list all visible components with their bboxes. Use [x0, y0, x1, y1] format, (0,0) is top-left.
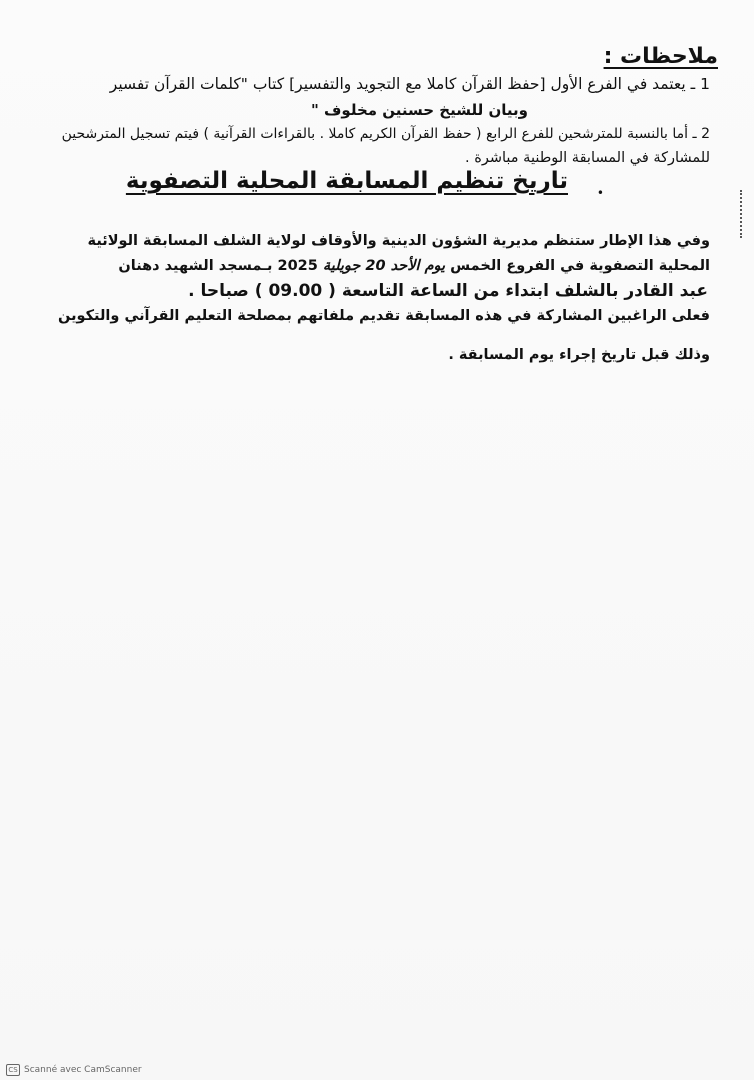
notes-title: ملاحظات :	[603, 44, 718, 69]
paragraph-line-4: فعلى الراغبين المشاركة في هذه المسابقة تقديم ملفاتهم بمصلحة التعليم القرآني والتكوين	[58, 308, 710, 324]
camscanner-icon: CS	[6, 1064, 20, 1076]
note-line-2: وبيان للشيخ حسنين مخلوف "	[310, 101, 528, 119]
paragraph-line-2-end: 2025 بـمسجد الشهيد دهنان	[118, 258, 318, 274]
paragraph-line-1: وفي هذا الإطار ستنظم مديرية الشؤون الدينية والأوقاف لولاية الشلف المسابقة الولائية	[87, 233, 710, 249]
paragraph-line-3: عبد القادر بالشلف ابتداء من الساعة التاسعة ( 09.00 ) صباحا .	[188, 281, 708, 301]
bullet-icon: •	[596, 186, 604, 200]
scanner-watermark	[6, 1064, 142, 1076]
paragraph-line-2	[118, 255, 710, 277]
paragraph-line-2-start: المحلية التصفوية في الفروع الخمس	[450, 258, 710, 274]
watermark-text: Scanné avec CamScanner	[24, 1065, 142, 1075]
section-heading: تاريخ تنظيم المسابقة المحلية التصفوية	[125, 168, 568, 194]
note-line-1: 1 ـ يعتمد في الفرع الأول [حفظ القرآن كاملا مع التجويد والتفسير] كتاب "كلمات القرآن تفسير	[109, 75, 710, 93]
note-line-4: للمشاركة في المسابقة الوطنية مباشرة .	[465, 150, 710, 166]
paragraph-line-5: وذلك قبل تاريخ إجراء يوم المسابقة .	[448, 347, 710, 363]
competition-date: يوم الأحد 20 جويلية	[322, 258, 446, 274]
note-line-3: 2 ـ أما بالنسبة للمترشحين للفرع الرابع ( حفظ القرآن الكريم كاملا . بالقراءات القرآنية ) فيتم تسجيل المترشحين	[61, 126, 710, 142]
scan-edge-mark	[740, 190, 748, 238]
